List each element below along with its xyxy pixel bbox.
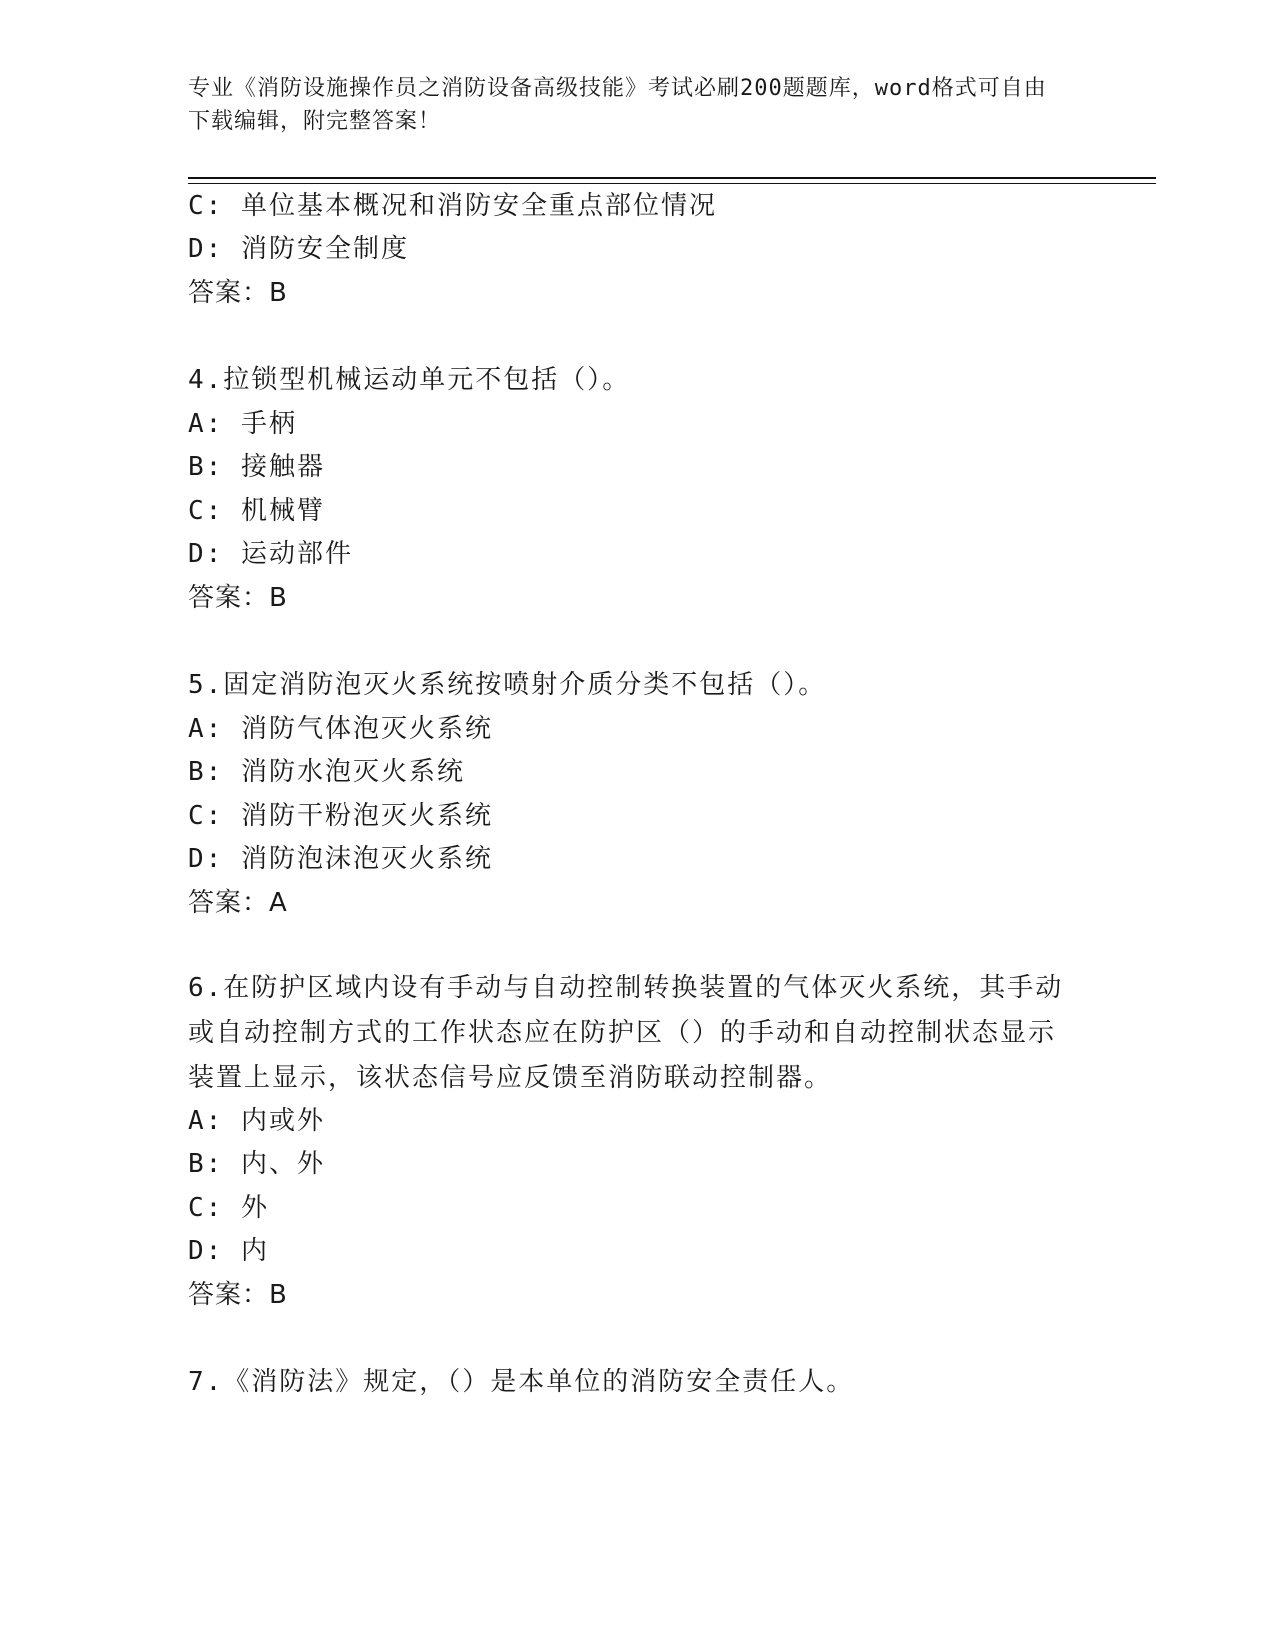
option-d: D: 内 <box>188 1236 269 1266</box>
document-header: 专业《消防设施操作员之消防设备高级技能》考试必刷200题题库，word格式可自由下载编辑，附完整答案！ <box>188 76 1047 134</box>
option-b: B: 接触器 <box>188 452 325 482</box>
option-d: D: 消防泡沫泡灭火系统 <box>188 844 493 874</box>
header-divider-thin <box>188 183 1156 184</box>
option-a: A: 内或外 <box>188 1106 325 1136</box>
answer-line: 答案：B <box>188 278 288 308</box>
option-c: C: 单位基本概况和消防安全重点部位情况 <box>188 191 717 221</box>
option-b: B: 内、外 <box>188 1149 325 1179</box>
answer-line: 答案：B <box>188 1280 288 1310</box>
option-c: C: 消防干粉泡灭火系统 <box>188 801 493 831</box>
question-stem: 5.固定消防泡灭火系统按喷射介质分类不包括（）。 <box>188 670 827 700</box>
option-c: C: 外 <box>188 1193 269 1223</box>
option-c: C: 机械臂 <box>188 496 325 526</box>
option-d: D: 运动部件 <box>188 539 353 569</box>
answer-line: 答案：A <box>188 888 288 918</box>
question-stem: 7.《消防法》规定，（）是本单位的消防安全责任人。 <box>188 1367 855 1397</box>
question-stem: 4.拉锁型机械运动单元不包括（）。 <box>188 365 631 395</box>
option-d: D: 消防安全制度 <box>188 234 409 264</box>
option-b: B: 消防水泡灭火系统 <box>188 757 465 787</box>
answer-line: 答案：B <box>188 583 288 613</box>
option-a: A: 手柄 <box>188 409 297 439</box>
option-a: A: 消防气体泡灭火系统 <box>188 714 493 744</box>
question-stem: 6.在防护区域内设有手动与自动控制转换装置的气体灭火系统，其手动或自动控制方式的工作状态应在防护区（）的手动和自动控制状态显示装置上显示，该状态信号应反馈至消防联动控制器。 <box>188 973 1064 1093</box>
header-divider-thick <box>188 177 1156 179</box>
